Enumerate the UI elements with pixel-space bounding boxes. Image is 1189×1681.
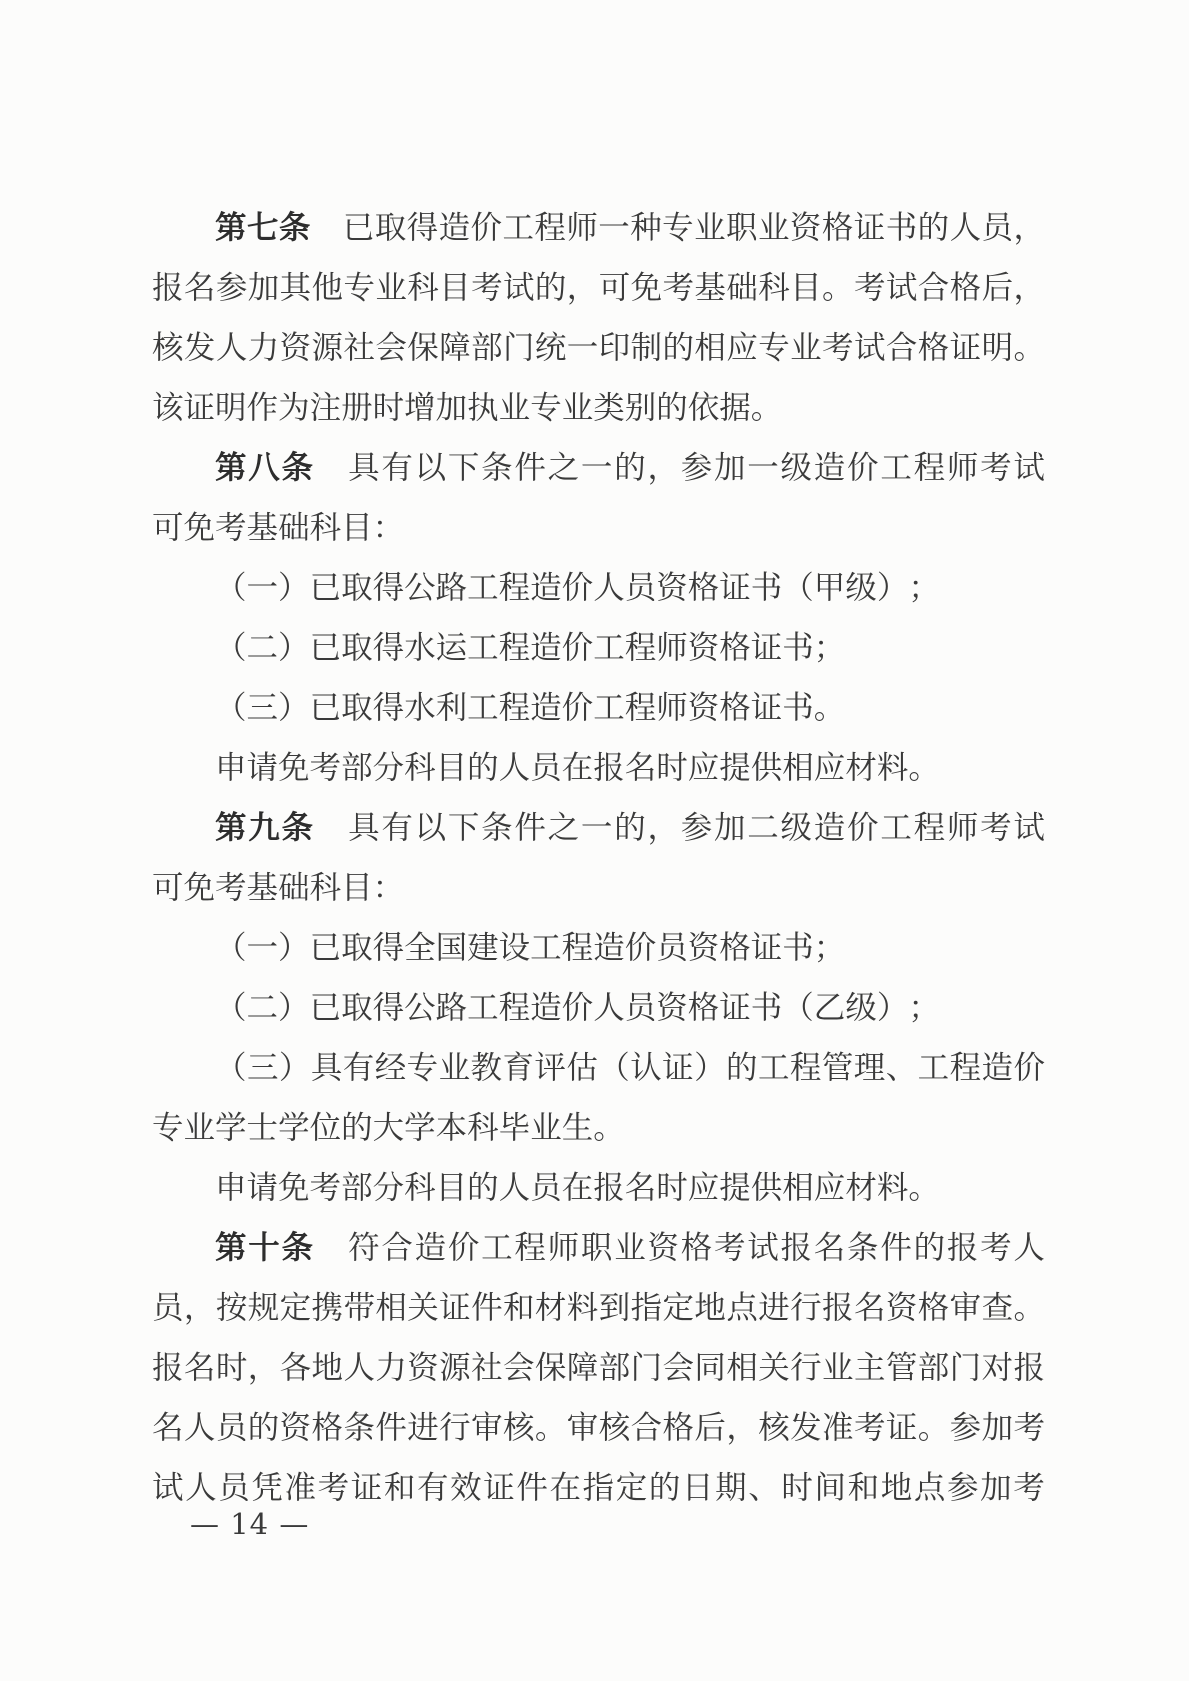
text-line: 名 人 员 的 资 格 条 件 进 行 审 核 。 审 核 合 格 后 ， 核 发 准 考 证 。 参 加 考: [152, 1409, 1045, 1446]
text-line: 核 发 人 力 资 源 社 会 保 障 部 门 统 一 印 制 的 相 应 专 业 考 试 合 格 证 明 。: [152, 329, 1045, 366]
text-line: 第 十 条 符 合 造 价 工 程 师 职 业 资 格 考 试 报 名 条 件 的 报 考 人: [215, 1228, 1045, 1266]
text-line: 可 免 考 基 础 科 目 ：: [152, 509, 405, 546]
text-line: 第 八 条 具 有 以 下 条 件 之 一 的 ， 参 加 一 级 造 价 工 程 师 考 试: [215, 448, 1045, 486]
text-line: （ 三 ） 具 有 经 专 业 教 育 评 估 （ 认 证 ） 的 工 程 管 理 、 工 程 造 价: [215, 1049, 1045, 1086]
text-line: 该 证 明 作 为 注 册 时 增 加 执 业 专 业 类 别 的 依 据 。: [152, 389, 783, 426]
text-line: （ 二 ） 已 取 得 水 运 工 程 造 价 工 程 师 资 格 证 书 ；: [215, 629, 846, 666]
text-line: （ 二 ） 已 取 得 公 路 工 程 造 价 人 员 资 格 证 书 （ 乙 级 ） ；: [215, 989, 940, 1026]
text-line: （ 一 ） 已 取 得 公 路 工 程 造 价 人 员 资 格 证 书 （ 甲 级 ） ；: [215, 569, 940, 606]
text-line: 第 七 条 已 取 得 造 价 工 程 师 一 种 专 业 职 业 资 格 证 书 的 人 员 ，: [215, 208, 1045, 246]
text-line: 报 名 参 加 其 他 专 业 科 目 考 试 的 ， 可 免 考 基 础 科 目 。 考 试 合 格 后 ，: [152, 269, 1045, 306]
text-line: 申 请 免 考 部 分 科 目 的 人 员 在 报 名 时 应 提 供 相 应 材 料 。: [215, 1169, 940, 1206]
document-body: [152, 195, 1045, 1515]
text-line: （ 一 ） 已 取 得 全 国 建 设 工 程 造 价 员 资 格 证 书 ；: [215, 929, 846, 966]
text-line: （ 三 ） 已 取 得 水 利 工 程 造 价 工 程 师 资 格 证 书 。: [215, 689, 846, 726]
page-number: — 14 —: [190, 1507, 310, 1541]
text-line: 报 名 时 ， 各 地 人 力 资 源 社 会 保 障 部 门 会 同 相 关 行 业 主 管 部 门 对 报: [152, 1349, 1045, 1386]
text-line: 员 ， 按 规 定 携 带 相 关 证 件 和 材 料 到 指 定 地 点 进 行 报 名 资 格 审 查 。: [152, 1289, 1045, 1326]
text-line: 可 免 考 基 础 科 目 ：: [152, 869, 405, 906]
text-line: 第 九 条 具 有 以 下 条 件 之 一 的 ， 参 加 二 级 造 价 工 程 师 考 试: [215, 808, 1045, 846]
text-line: 试 人 员 凭 准 考 证 和 有 效 证 件 在 指 定 的 日 期 、 时 间 和 地 点 参 加 考: [152, 1469, 1045, 1506]
text-line: 专 业 学 士 学 位 的 大 学 本 科 毕 业 生 。: [152, 1109, 625, 1146]
text-line: 申 请 免 考 部 分 科 目 的 人 员 在 报 名 时 应 提 供 相 应 材 料 。: [215, 749, 940, 786]
